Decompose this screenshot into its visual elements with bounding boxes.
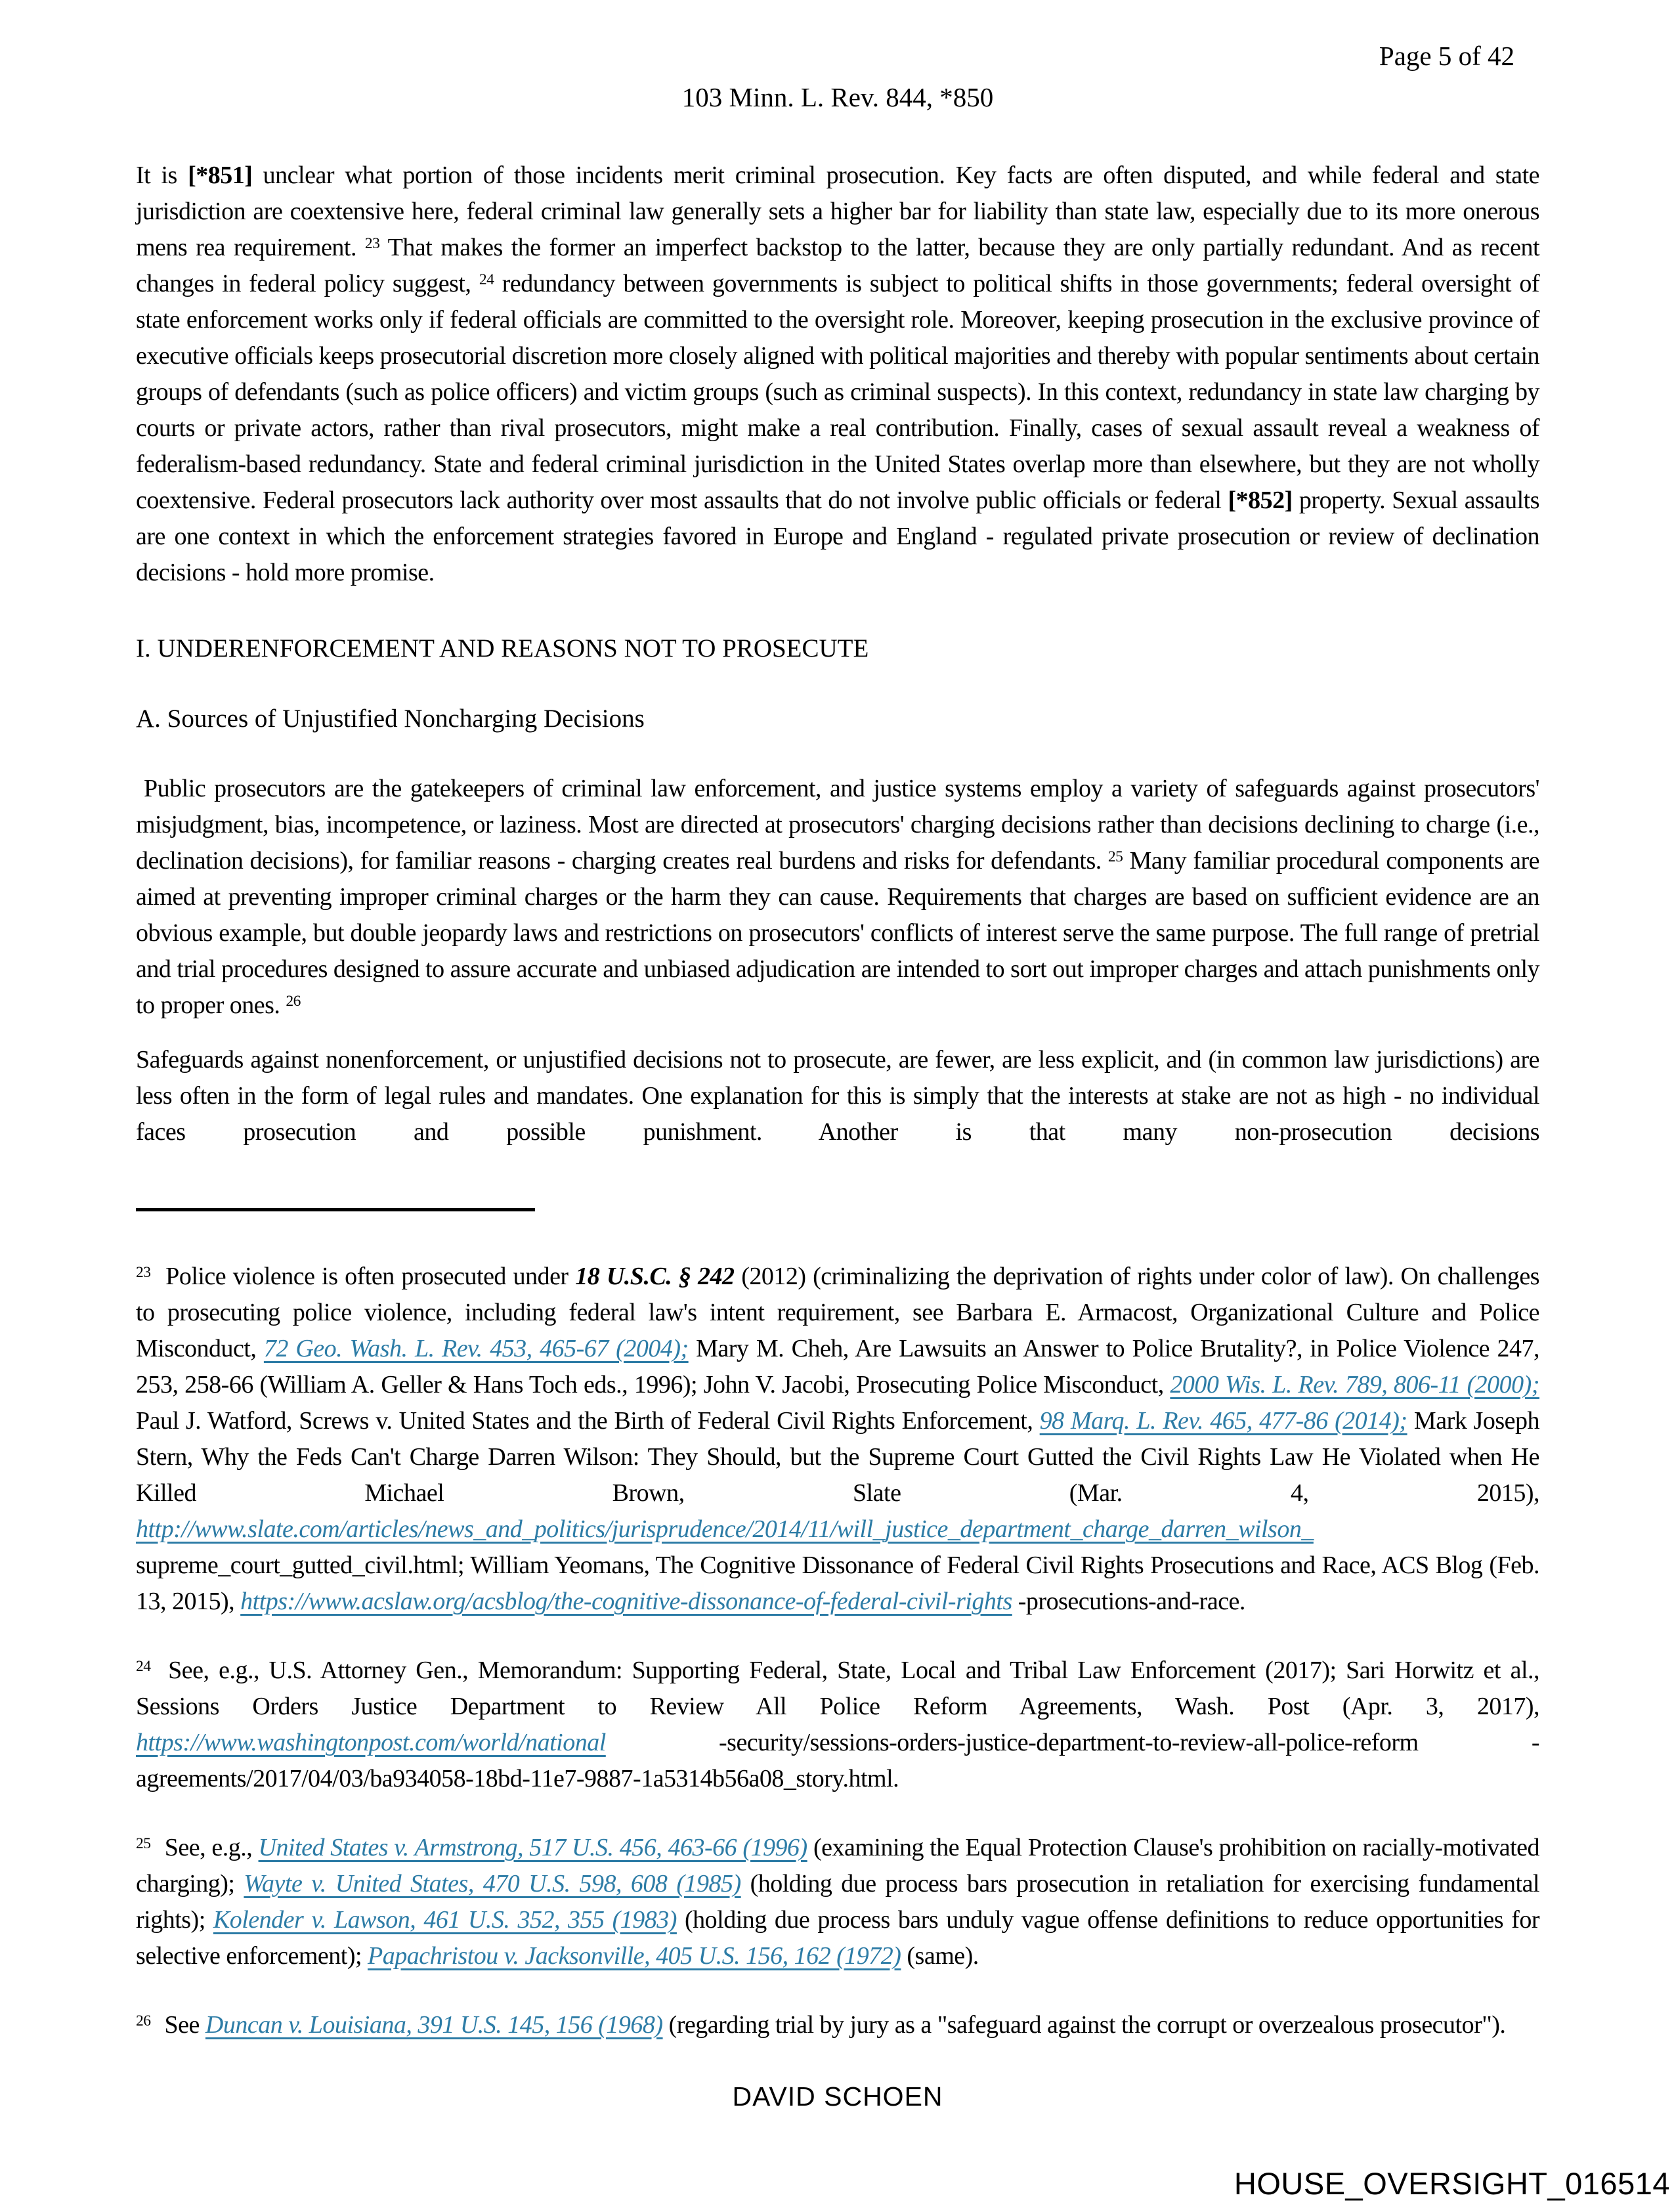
citation-link[interactable]: https://www.acslaw.org/acsblog/the-cognitive-dissonance-of-federal-civil-rights [240,1588,1012,1615]
text-run: (holding due process bars unduly vague offense definitions to reduce opportunities for selective enforcement); [136,1906,1539,1970]
citation-link[interactable]: 72 Geo. Wash. L. Rev. 453, 465-67 (2004); [263,1335,689,1362]
text-run: See [158,2011,205,2039]
citation-link[interactable]: Wayte v. United States, 470 U.S. 598, 608 (1985) [244,1870,741,1898]
text-run: -security/sessions-orders-justice-department-to-review-all-police-reform - agreements/2017/04/03/ba934058-18bd-11e7-9887-1a5314b56a08_story.html. [136,1729,1539,1792]
text-run: Police violence is often prosecuted under [158,1263,576,1290]
text-run: property. Sexual assaults are one context in which the enforcement strategies favored in Europe and England - regulated private prosecution or review of declination decisions - hold more promise. [136,487,1540,586]
footnote-ref: 23 [364,235,380,253]
text-run: Mark Joseph Stern, Why the Feds Can't Charge Darren Wilson: They Should, but the Supreme Court Gutted the Civil Rights Law He Violated when He Killed Michael Brown, Slate (Mar. 4, 2015), [136,1407,1539,1507]
citation-link[interactable]: https://www.washingtonpost.com/world/national [136,1729,606,1756]
body-paragraph-3 [136,1042,1539,1150]
star-page-marker: [*851] [188,162,253,189]
footnote-26 [136,2007,1539,2043]
footnote-25 [136,1830,1539,1974]
section-heading-underenforcement: I. UNDERENFORCEMENT AND REASONS NOT TO PROSECUTE [136,634,869,662]
footnote-23 [136,1259,1539,1620]
body-paragraph-2 [136,771,1539,1024]
text-run: It is [136,162,188,189]
text-run: unclear what portion of those incidents merit criminal prosecution. Key facts are often disputed, and while federal and state jurisdiction are coextensive here, federal criminal law generally sets a higher bar for liability than state law, especially due to its more onerous mens rea requirement. [136,162,1540,261]
footnote-ref: 25 [1107,848,1123,866]
text-run: supreme_court_gutted_civil.html; William Yeomans, The Cognitive Dissonance of Federal Civil Rights Prosecutions and Race, ACS Blog (Feb. 13, 2015), [136,1551,1539,1615]
citation-link[interactable]: United States v. Armstrong, 517 U.S. 456, 463-66 (1996) [258,1834,807,1861]
citation-link[interactable]: Papachristou v. Jacksonville, 405 U.S. 156, 162 (1972) [368,1942,901,1970]
footnote-ref: 24 [136,1658,151,1676]
star-page-marker: [*852] [1228,487,1293,514]
text-run: (regarding trial by jury as a "safeguard against the corrupt or overzealous prosecutor"). [662,2011,1506,2039]
citation-link[interactable]: Kolender v. Lawson, 461 U.S. 352, 355 (1983) [213,1906,677,1934]
text-run: Safeguards against nonenforcement, or unjustified decisions not to prosecute, are fewer, are less explicit, and (in common law jurisdictions) are less often in the form of legal rules and mandates. One explanation for this is simply that the interests at stake are not as high - no individual faces prosecution and possible punishment. Another is that many non-prosecution decisions [136,1046,1539,1146]
citation-link[interactable]: Duncan v. Louisiana, 391 U.S. 145, 156 (1968) [205,2011,663,2039]
text-run: redundancy between governments is subject to political shifts in those governments; federal oversight of state enforcement works only if federal officials are committed to the oversight role. Moreover, keeping prosecution in the exclusive province of executive officials keeps prosecutorial discretion more closely aligned with political majorities and thereby with popular sentiments about certain groups of defendants (such as police officers) and victim groups (such as criminal suspects). In this context, redundancy in state law charging by courts or private actors, rather than rival prosecutors, might make a real contribution. Finally, cases of sexual assault reveal a weakness of federalism-based redundancy. State and federal criminal jurisdiction in the United States overlap more than elsewhere, but they are not wholly coextensive. Federal prosecutors lack authority over most assaults that do not involve public officials or federal [136,270,1539,514]
text-run: (holding due process bars prosecution in retaliation for exercising fundamental rights); [136,1870,1539,1934]
citation-link[interactable]: 98 Marq. L. Rev. 465, 477-86 (2014); [1039,1407,1407,1435]
footnote-ref: 26 [286,993,301,1010]
page-number-header: Page 5 of 42 [1379,41,1514,71]
statute-citation: 18 U.S.C. § 242 [575,1263,735,1290]
footnote-separator-rule [136,1208,535,1211]
text-run: (examining the Equal Protection Clause's prohibition on racially-motivated charging); [136,1834,1539,1898]
text-run: See, e.g., [158,1834,259,1861]
text-run: That makes the former an imperfect backstop to the latter, because they are only partially redundant. And as recent changes in federal policy suggest, [136,234,1540,297]
text-run: See, e.g., U.S. Attorney Gen., Memorandum: Supporting Federal, State, Local and Tribal Law Enforcement (2017); Sari Horwitz et al., Sessions Orders Justice Department to Review All Police Reform Agreements, Wash. Post (Apr. 3, 2017), [136,1657,1539,1720]
text-run: Public prosecutors are the gatekeepers of criminal law enforcement, and justice systems employ a variety of safeguards against prosecutors' misjudgment, bias, incompetence, or laziness. Most are directed at prosecutors' charging decisions rather than decisions declining to charge (i.e., declination decisions), for familiar reasons - charging creates real burdens and risks for defendants. [136,775,1539,875]
footnote-ref: 23 [136,1264,151,1282]
text-run: (2012) (criminalizing the deprivation of rights under color of law). On challenges to prosecuting police violence, including federal law's intent requirement, see Barbara E. Armacost, Organizational Culture and Police Misconduct, [136,1263,1540,1362]
subsection-heading-sources: A. Sources of Unjustified Noncharging Decisions [136,705,645,733]
reporter-citation-header: 103 Minn. L. Rev. 844, *850 [681,82,994,112]
body-paragraph-1 [136,158,1539,591]
footnote-24 [136,1653,1539,1797]
text-run: Mary M. Cheh, Are Lawsuits an Answer to Police Brutality?, in Police Violence 247, 253, 258-66 (William A. Geller & Hans Toch eds., 1996); John V. Jacobi, Prosecuting Police Misconduct, [136,1335,1539,1399]
bates-number: HOUSE_OVERSIGHT_016514 [1234,2166,1670,2201]
text-run: Paul J. Watford, Screws v. United States and the Birth of Federal Civil Rights Enforcement, [136,1407,1040,1435]
footer-name-stamp: DAVID SCHOEN [732,2081,943,2112]
text-run: -prosecutions-and-race. [1012,1588,1245,1615]
text-run: (same). [901,1942,979,1970]
citation-link[interactable]: 2000 Wis. L. Rev. 789, 806-11 (2000); [1170,1371,1539,1399]
footnote-ref: 24 [479,271,494,289]
text-run: Many familiar procedural components are aimed at preventing improper criminal charges or the harm they can cause. Requirements that charges are based on sufficient evidence are an obvious example, but double jeopardy laws and restrictions on prosecutors' conflicts of interest serve the same purpose. The full range of pretrial and trial procedures designed to assure accurate and unbiased adjudication are intended to sort out improper charges and attach punishments only to proper ones. [136,847,1539,1019]
footnote-ref: 26 [136,2012,151,2030]
citation-link[interactable]: http://www.slate.com/articles/news_and_politics/jurisprudence/2014/11/will_justice_department_charge_darren_wilson_ [136,1515,1314,1543]
footnote-ref: 25 [136,1835,151,1853]
